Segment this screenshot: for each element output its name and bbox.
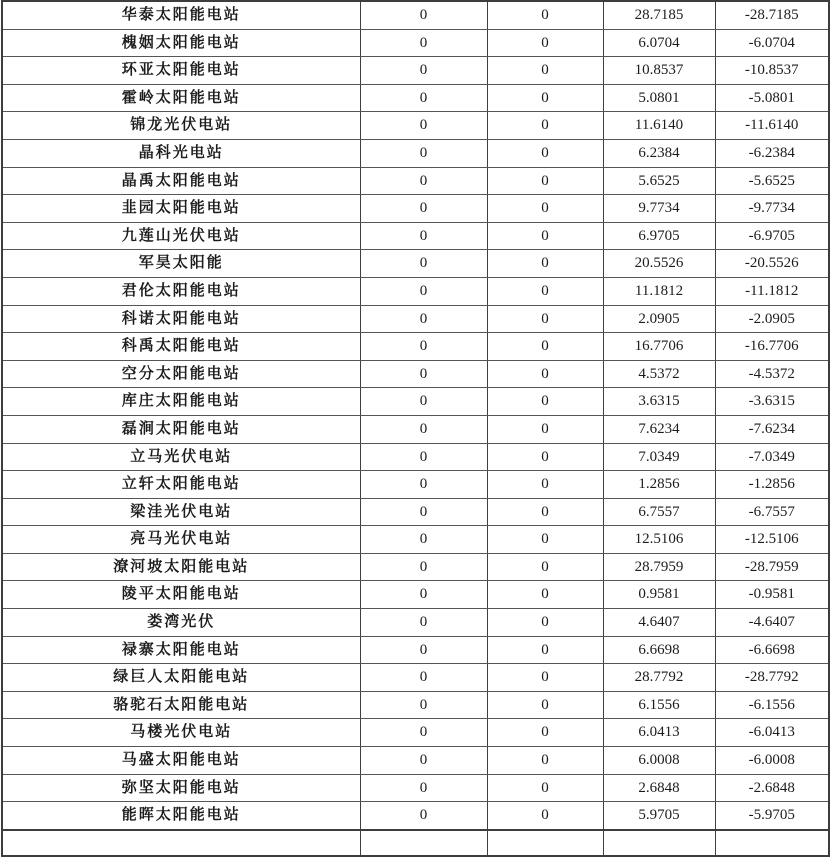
zero-value-cell: 0 [487, 498, 603, 526]
table-row [2, 802, 829, 830]
zero-value-cell: 0 [487, 664, 603, 692]
station-name-cell: 科诺太阳能电站 [2, 305, 360, 333]
positive-value-cell: 20.5526 [603, 250, 715, 278]
zero-value-cell: 0 [487, 691, 603, 719]
table-row [2, 388, 829, 416]
positive-value-cell: 6.1556 [603, 691, 715, 719]
zero-value-cell: 0 [360, 57, 487, 85]
positive-value-cell: 28.7185 [603, 1, 715, 29]
table-row [2, 333, 829, 361]
negative-value-cell: -28.7959 [715, 553, 829, 581]
negative-value-cell: -3.6315 [715, 388, 829, 416]
station-name-cell: 弥坚太阳能电站 [2, 774, 360, 802]
station-name-cell: 军昊太阳能 [2, 250, 360, 278]
station-name-cell: 空分太阳能电站 [2, 360, 360, 388]
station-name-cell: 绿巨人太阳能电站 [2, 664, 360, 692]
zero-value-cell: 0 [360, 609, 487, 637]
zero-value-cell: 0 [487, 802, 603, 830]
positive-value-cell: 28.7792 [603, 664, 715, 692]
station-name-cell: 环亚太阳能电站 [2, 57, 360, 85]
station-name-cell [2, 830, 360, 857]
zero-value-cell: 0 [360, 29, 487, 57]
positive-value-cell: 5.6525 [603, 167, 715, 195]
zero-value-cell: 0 [487, 167, 603, 195]
negative-value-cell: -10.8537 [715, 57, 829, 85]
zero-value-cell: 0 [360, 277, 487, 305]
zero-value-cell: 0 [487, 388, 603, 416]
station-name-cell: 马楼光伏电站 [2, 719, 360, 747]
station-name-cell: 君伦太阳能电站 [2, 277, 360, 305]
negative-value-cell: -16.7706 [715, 333, 829, 361]
zero-value-cell: 0 [487, 1, 603, 29]
table-row [2, 112, 829, 140]
zero-value-cell: 0 [487, 57, 603, 85]
zero-value-cell: 0 [487, 415, 603, 443]
zero-value-cell: 0 [487, 112, 603, 140]
zero-value-cell: 0 [360, 719, 487, 747]
table-row [2, 139, 829, 167]
zero-value-cell: 0 [360, 526, 487, 554]
station-name-cell: 潦河坡太阳能电站 [2, 553, 360, 581]
zero-value-cell: 0 [360, 360, 487, 388]
table-row [2, 609, 829, 637]
table-row [2, 222, 829, 250]
zero-value-cell: 0 [360, 471, 487, 499]
positive-value-cell: 11.1812 [603, 277, 715, 305]
negative-value-cell: -6.0704 [715, 29, 829, 57]
negative-value-cell: -5.0801 [715, 84, 829, 112]
zero-value-cell: 0 [360, 222, 487, 250]
positive-value-cell: 2.0905 [603, 305, 715, 333]
station-name-cell: 韭园太阳能电站 [2, 195, 360, 223]
station-name-cell: 梁洼光伏电站 [2, 498, 360, 526]
station-name-cell: 立马光伏电站 [2, 443, 360, 471]
negative-value-cell: -5.6525 [715, 167, 829, 195]
positive-value-cell: 7.0349 [603, 443, 715, 471]
zero-value-cell: 0 [487, 774, 603, 802]
table-row [2, 1, 829, 29]
positive-value-cell: 4.6407 [603, 609, 715, 637]
zero-value-cell: 0 [487, 277, 603, 305]
table-row [2, 277, 829, 305]
zero-value-cell: 0 [360, 167, 487, 195]
table-row [2, 747, 829, 775]
negative-value-cell: -11.6140 [715, 112, 829, 140]
positive-value-cell: 6.0704 [603, 29, 715, 57]
positive-value-cell: 10.8537 [603, 57, 715, 85]
station-name-cell: 立轩太阳能电站 [2, 471, 360, 499]
table-row [2, 526, 829, 554]
positive-value-cell: 6.6698 [603, 636, 715, 664]
positive-value-cell [603, 830, 715, 857]
station-name-cell: 能晖太阳能电站 [2, 802, 360, 830]
zero-value-cell: 0 [360, 664, 487, 692]
zero-value-cell: 0 [360, 139, 487, 167]
table-row [2, 498, 829, 526]
station-name-cell: 禄寨太阳能电站 [2, 636, 360, 664]
station-name-cell: 晶科光电站 [2, 139, 360, 167]
table-row [2, 57, 829, 85]
negative-value-cell: -4.6407 [715, 609, 829, 637]
partial-row [2, 830, 829, 857]
zero-value-cell: 0 [487, 471, 603, 499]
negative-value-cell: -5.9705 [715, 802, 829, 830]
station-name-cell: 磊涧太阳能电站 [2, 415, 360, 443]
negative-value-cell: -28.7185 [715, 1, 829, 29]
negative-value-cell: -6.1556 [715, 691, 829, 719]
zero-value-cell: 0 [360, 774, 487, 802]
zero-value-cell: 0 [360, 305, 487, 333]
station-name-cell: 华泰太阳能电站 [2, 1, 360, 29]
positive-value-cell: 6.0413 [603, 719, 715, 747]
station-name-cell: 马盛太阳能电站 [2, 747, 360, 775]
table-row [2, 250, 829, 278]
negative-value-cell: -6.0413 [715, 719, 829, 747]
table-row [2, 305, 829, 333]
zero-value-cell: 0 [487, 333, 603, 361]
negative-value-cell: -6.0008 [715, 747, 829, 775]
zero-value-cell: 0 [360, 747, 487, 775]
zero-value-cell: 0 [360, 415, 487, 443]
zero-value-cell: 0 [487, 609, 603, 637]
zero-value-cell: 0 [360, 112, 487, 140]
positive-value-cell: 5.9705 [603, 802, 715, 830]
table-row [2, 415, 829, 443]
table-row [2, 471, 829, 499]
zero-value-cell: 0 [360, 250, 487, 278]
zero-value-cell: 0 [487, 29, 603, 57]
positive-value-cell: 9.7734 [603, 195, 715, 223]
table-row [2, 636, 829, 664]
station-name-cell: 陵平太阳能电站 [2, 581, 360, 609]
negative-value-cell: -6.9705 [715, 222, 829, 250]
zero-value-cell: 0 [360, 195, 487, 223]
zero-value-cell: 0 [360, 443, 487, 471]
positive-value-cell: 4.5372 [603, 360, 715, 388]
station-name-cell: 骆驼石太阳能电站 [2, 691, 360, 719]
table-row [2, 29, 829, 57]
zero-value-cell: 0 [487, 195, 603, 223]
negative-value-cell: -1.2856 [715, 471, 829, 499]
station-name-cell: 娄湾光伏 [2, 609, 360, 637]
table-row [2, 581, 829, 609]
zero-value-cell: 0 [487, 360, 603, 388]
negative-value-cell: -11.1812 [715, 277, 829, 305]
table-row [2, 84, 829, 112]
table-body [2, 1, 829, 856]
zero-value-cell: 0 [487, 719, 603, 747]
positive-value-cell: 7.6234 [603, 415, 715, 443]
negative-value-cell: -2.0905 [715, 305, 829, 333]
zero-value-cell: 0 [487, 526, 603, 554]
positive-value-cell: 6.2384 [603, 139, 715, 167]
zero-value-cell: 0 [360, 84, 487, 112]
table-row [2, 719, 829, 747]
positive-value-cell: 6.7557 [603, 498, 715, 526]
negative-value-cell: -0.9581 [715, 581, 829, 609]
negative-value-cell: -7.0349 [715, 443, 829, 471]
zero-value-cell: 0 [360, 1, 487, 29]
negative-value-cell [715, 830, 829, 857]
zero-value-cell: 0 [487, 139, 603, 167]
zero-value-cell: 0 [360, 802, 487, 830]
negative-value-cell: -6.2384 [715, 139, 829, 167]
zero-value-cell: 0 [360, 581, 487, 609]
table-row [2, 443, 829, 471]
station-name-cell: 锦龙光伏电站 [2, 112, 360, 140]
table-row [2, 691, 829, 719]
negative-value-cell: -6.6698 [715, 636, 829, 664]
negative-value-cell: -7.6234 [715, 415, 829, 443]
zero-value-cell: 0 [360, 498, 487, 526]
zero-value-cell: 0 [360, 691, 487, 719]
power-station-table [1, 0, 830, 857]
zero-value-cell: 0 [487, 747, 603, 775]
positive-value-cell: 5.0801 [603, 84, 715, 112]
zero-value-cell: 0 [487, 250, 603, 278]
positive-value-cell: 2.6848 [603, 774, 715, 802]
negative-value-cell: -12.5106 [715, 526, 829, 554]
zero-value-cell: 0 [487, 84, 603, 112]
negative-value-cell: -28.7792 [715, 664, 829, 692]
zero-value-cell [360, 830, 487, 857]
negative-value-cell: -9.7734 [715, 195, 829, 223]
positive-value-cell: 28.7959 [603, 553, 715, 581]
negative-value-cell: -20.5526 [715, 250, 829, 278]
station-table-container [1, 0, 829, 857]
table-row [2, 195, 829, 223]
zero-value-cell: 0 [487, 553, 603, 581]
positive-value-cell: 6.0008 [603, 747, 715, 775]
station-name-cell: 槐姻太阳能电站 [2, 29, 360, 57]
station-name-cell: 晶禹太阳能电站 [2, 167, 360, 195]
positive-value-cell: 11.6140 [603, 112, 715, 140]
table-row [2, 360, 829, 388]
zero-value-cell: 0 [360, 553, 487, 581]
station-name-cell: 霍岭太阳能电站 [2, 84, 360, 112]
positive-value-cell: 16.7706 [603, 333, 715, 361]
positive-value-cell: 1.2856 [603, 471, 715, 499]
zero-value-cell [487, 830, 603, 857]
station-name-cell: 科禹太阳能电站 [2, 333, 360, 361]
table-row [2, 553, 829, 581]
station-name-cell: 库庄太阳能电站 [2, 388, 360, 416]
positive-value-cell: 12.5106 [603, 526, 715, 554]
station-name-cell: 九莲山光伏电站 [2, 222, 360, 250]
zero-value-cell: 0 [487, 443, 603, 471]
zero-value-cell: 0 [360, 333, 487, 361]
table-row [2, 774, 829, 802]
zero-value-cell: 0 [487, 581, 603, 609]
zero-value-cell: 0 [487, 222, 603, 250]
zero-value-cell: 0 [360, 388, 487, 416]
station-name-cell: 亮马光伏电站 [2, 526, 360, 554]
table-row [2, 167, 829, 195]
zero-value-cell: 0 [487, 305, 603, 333]
negative-value-cell: -4.5372 [715, 360, 829, 388]
negative-value-cell: -2.6848 [715, 774, 829, 802]
zero-value-cell: 0 [487, 636, 603, 664]
zero-value-cell: 0 [360, 636, 487, 664]
table-row [2, 664, 829, 692]
negative-value-cell: -6.7557 [715, 498, 829, 526]
positive-value-cell: 6.9705 [603, 222, 715, 250]
positive-value-cell: 0.9581 [603, 581, 715, 609]
positive-value-cell: 3.6315 [603, 388, 715, 416]
